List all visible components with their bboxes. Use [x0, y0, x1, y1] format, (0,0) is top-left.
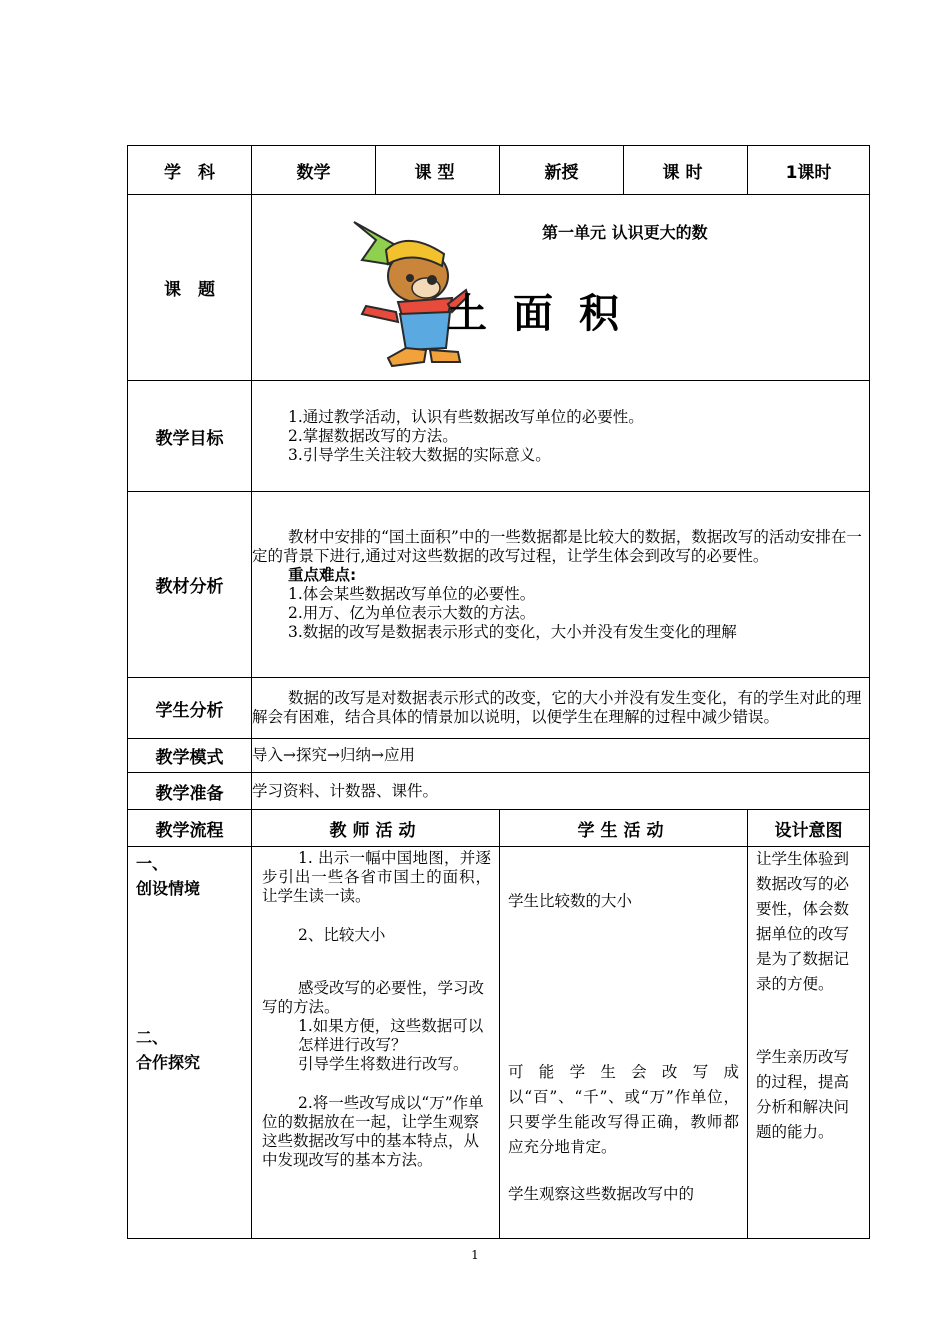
- teacher-step: 引导学生将数进行改写。: [298, 1055, 469, 1073]
- student-step: 可能学生会改写成以“百”、“千”、或“万”作单位，只要学生能改写得正确，教师都应充分地肯定。: [508, 1063, 739, 1156]
- topic-cell: [252, 195, 870, 381]
- key-points-label: 重点难点:: [288, 565, 357, 584]
- lesson-plan-table: [127, 145, 870, 1239]
- unit-title: 第一单元 认识更大的数: [542, 222, 708, 242]
- flow-label: 教学流程: [128, 810, 252, 847]
- student-step: 学生比较数的大小: [508, 892, 633, 910]
- material-row: [128, 492, 870, 678]
- goal-item: 3.引导学生关注较大数据的实际意义。: [288, 445, 551, 464]
- design-intent-cell: [748, 847, 870, 1239]
- hours-value: 1课时: [748, 146, 870, 195]
- topic-row: [128, 195, 870, 381]
- design-intent-header: 设计意图: [748, 810, 870, 847]
- key-point-item: 3.数据的改写是数据表示形式的变化，大小并没有发生变化的理解: [288, 622, 737, 641]
- student-analysis-cell: [252, 678, 870, 739]
- header-row: [128, 146, 870, 195]
- flow-body-row: [128, 847, 870, 1239]
- type-label: 课型: [376, 146, 500, 195]
- material-paragraph: 教材中安排的“国土面积”中的一些数据都是比较大的数据，数据改写的活动安排在一定的背景下进行,通过对这些数据的改写过程，让学生体会到改写的必要性。: [252, 527, 862, 565]
- key-point-item: 1.体会某些数据改写单位的必要性。: [288, 584, 536, 603]
- hours-label: 课时: [624, 146, 748, 195]
- prep-value: 学习资料、计数器、课件。: [252, 773, 870, 810]
- teacher-activity-cell: [252, 847, 500, 1239]
- flow-header-row: [128, 810, 870, 847]
- intent-note: 让学生体验到数据改写的必要性，体会数据单位的改写是为了数据记录的方便。: [756, 850, 850, 993]
- teacher-step: 感受改写的必要性，学习改写的方法。: [262, 979, 485, 1016]
- stage-cooperative-inquiry: 二、 合作探究: [136, 1028, 201, 1072]
- goal-item: 1.通过教学活动，认识有些数据改写单位的必要性。: [288, 407, 644, 426]
- lesson-title: 土面积: [447, 289, 645, 337]
- prep-label: 教学准备: [128, 773, 252, 810]
- material-label: 教材分析: [128, 492, 252, 678]
- mode-row: [128, 739, 870, 773]
- mode-label: 教学模式: [128, 739, 252, 773]
- teacher-step: 1. 出示一幅中国地图，并逐步引出一些各省市国土的面积，让学生读一读。: [262, 849, 491, 905]
- student-activity-header: 学生活动: [500, 810, 748, 847]
- student-analysis-label: 学生分析: [128, 678, 252, 739]
- topic-label: 课 题: [128, 195, 252, 381]
- stage-cell: [128, 847, 252, 1239]
- intent-note: 学生亲历改写的过程，提高分析和解决问题的能力。: [756, 1048, 850, 1141]
- teacher-step: 2、比较大小: [298, 926, 386, 944]
- teacher-activity-header: 教师活动: [252, 810, 500, 847]
- key-point-item: 2.用万、亿为单位表示大数的方法。: [288, 603, 536, 622]
- mode-value: 导入→探究→归纳→应用: [252, 739, 870, 773]
- type-value: 新授: [500, 146, 624, 195]
- goals-cell: [252, 381, 870, 492]
- stage-create-situation: 一、 创设情境: [136, 854, 201, 898]
- material-cell: [252, 492, 870, 678]
- subject-label: 学 科: [128, 146, 252, 195]
- goals-label: 教学目标: [128, 381, 252, 492]
- student-analysis-paragraph: 数据的改写是对数据表示形式的改变，它的大小并没有发生变化，有的学生对此的理解会有困难，结合具体的情景加以说明，以便学生在理解的过程中减少错误。: [252, 689, 862, 726]
- subject-value: 数学: [252, 146, 376, 195]
- page-number: 1: [471, 1248, 479, 1262]
- goals-row: [128, 381, 870, 492]
- student-row: [128, 678, 870, 739]
- prep-row: [128, 773, 870, 810]
- student-step: 学生观察这些数据改写中的: [508, 1185, 695, 1203]
- teacher-step: 2.将一些改写成以“万”作单位的数据放在一起，让学生观察这些数据改写中的基本特点，从中发现改写的基本方法。: [262, 1094, 484, 1169]
- teacher-step: 1.如果方便，这些数据可以怎样进行改写？: [298, 1017, 484, 1054]
- goal-item: 2.掌握数据改写的方法。: [288, 426, 458, 445]
- student-activity-cell: [500, 847, 748, 1239]
